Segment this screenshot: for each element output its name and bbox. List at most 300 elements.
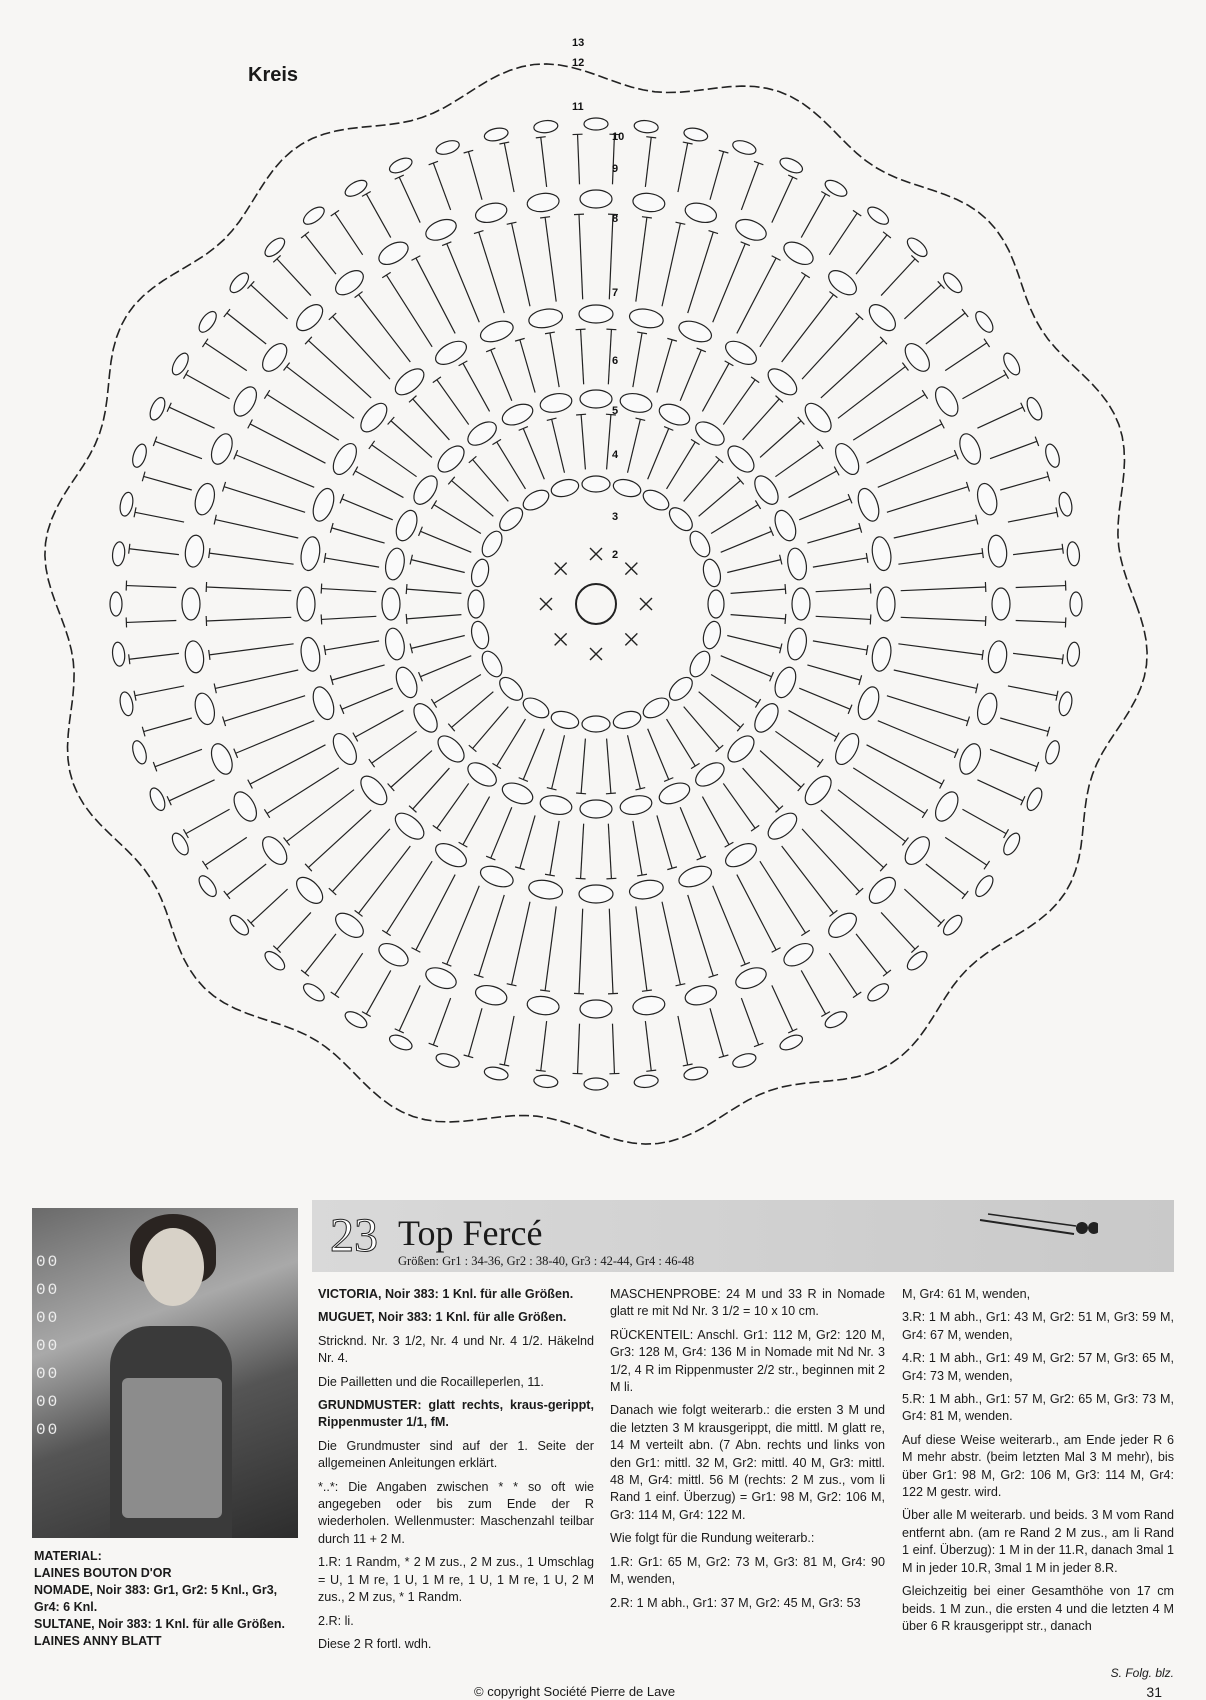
treble-stitch (267, 394, 339, 440)
treble-stitch (386, 275, 432, 347)
row-number-label: 2 (612, 549, 618, 561)
stitch-top (982, 548, 983, 558)
treble-stitch (926, 864, 965, 895)
treble-stitch (699, 692, 741, 728)
chain-loop (549, 709, 580, 732)
stitch-top (431, 500, 436, 509)
chain-loop (987, 640, 1009, 674)
chain-loop (692, 417, 729, 450)
chain-loop (619, 391, 654, 415)
chain-loop (800, 772, 836, 810)
treble-stitch (977, 407, 1022, 428)
treble-stitch (853, 394, 925, 440)
treble-stitch (678, 143, 688, 192)
stitch-top (540, 990, 550, 991)
instruction-paragraph: 2.R: li. (318, 1613, 594, 1630)
treble-stitch (636, 217, 647, 301)
treble-stitch (227, 864, 266, 895)
treble-stitch (710, 1008, 724, 1056)
treble-stitch (926, 313, 965, 344)
chain-loop (329, 440, 362, 478)
chain-loop (865, 300, 900, 335)
treble-stitch (129, 549, 179, 555)
cross-stitch (640, 598, 652, 610)
treble-stitch (550, 821, 559, 875)
stitch-top (902, 363, 908, 371)
model-face (142, 1228, 204, 1306)
chain-loop (877, 587, 895, 621)
chain-loop (383, 547, 407, 582)
chain-loop (1066, 541, 1080, 566)
treble-stitch (437, 380, 469, 425)
treble-stitch (829, 953, 857, 995)
stitch-top (870, 584, 871, 594)
stitch-top (492, 763, 501, 768)
stitch-top (642, 990, 652, 991)
treble-stitch (169, 407, 214, 428)
treble-stitch (434, 505, 481, 534)
treble-stitch (224, 487, 305, 513)
treble-stitch (688, 232, 714, 313)
chain-loop (823, 177, 850, 199)
treble-stitch (420, 531, 471, 552)
chain-loop (118, 491, 135, 517)
chain-loop (343, 1008, 370, 1030)
stitch-top (755, 699, 760, 708)
treble-stitch (1013, 653, 1063, 659)
treble-stitch (578, 134, 580, 184)
treble-stitch (581, 739, 585, 794)
treble-stitch (816, 589, 871, 592)
chain-loop (343, 177, 370, 199)
treble-stitch (775, 445, 820, 477)
stitch-top (545, 332, 555, 334)
stitch-top (355, 292, 363, 298)
chain-loop (433, 731, 468, 766)
cross-stitch (590, 648, 602, 660)
treble-stitch (723, 380, 755, 425)
treble-stitch (662, 902, 680, 985)
chain-loop (496, 504, 527, 535)
chain-loop (496, 673, 527, 704)
treble-stitch (737, 875, 776, 950)
stitch-top (646, 137, 656, 138)
chain-loop (356, 399, 392, 437)
stitch-top (382, 272, 390, 277)
chain-loop (628, 307, 665, 331)
treble-stitch (789, 471, 837, 498)
chain-loop (229, 383, 261, 420)
treble-stitch (1013, 549, 1063, 555)
chain-loop (683, 126, 709, 143)
chain-loop (527, 307, 564, 331)
chain-loop (297, 587, 315, 621)
treble-stitch (807, 528, 860, 543)
treble-stitch (433, 163, 450, 210)
treble-stitch (628, 735, 641, 788)
treble-stitch (144, 476, 192, 490)
chain-loop (258, 339, 292, 375)
chain-loop (464, 417, 501, 450)
treble-stitch (251, 285, 288, 319)
instruction-paragraph: Diese 2 R fortl. wdh. (318, 1636, 594, 1653)
row-number-label: 6 (612, 355, 618, 367)
stitch-top (772, 948, 781, 953)
stitch-top (725, 361, 734, 366)
treble-stitch (325, 558, 379, 567)
stitch-top (772, 256, 781, 261)
chain-loop (473, 982, 509, 1008)
model-top (122, 1378, 222, 1518)
treble-stitch (335, 953, 363, 995)
treble-stitch (366, 194, 390, 238)
treble-stitch (898, 644, 982, 655)
chain-loop (733, 215, 769, 244)
stitch-top (353, 467, 358, 476)
stitch-top (606, 329, 616, 330)
treble-stitch (760, 421, 801, 458)
stitch-top (459, 842, 468, 847)
chain-loop (356, 772, 392, 810)
stitch-top (433, 377, 441, 383)
chain-loop (956, 431, 985, 467)
treble-stitch (267, 768, 339, 814)
treble-stitch (366, 970, 390, 1014)
material-line: LAINES BOUTON D'OR (34, 1565, 285, 1582)
treble-stitch (645, 137, 651, 187)
chain-loop (665, 673, 696, 704)
treble-stitch (550, 333, 559, 387)
treble-stitch (731, 589, 786, 593)
model-photo (32, 1208, 298, 1538)
text-column-1 (318, 1286, 594, 1659)
treble-stitch (688, 895, 714, 976)
treble-stitch (250, 424, 325, 463)
row-number-label: 3 (612, 511, 618, 523)
chain-loop (656, 400, 692, 429)
treble-stitch (523, 428, 544, 479)
chain-loop (900, 339, 934, 375)
stitch-top (209, 650, 210, 660)
chain-loop (831, 440, 864, 478)
stitch-top (982, 650, 983, 660)
stitch-top (369, 759, 375, 767)
chain-loop (526, 995, 560, 1017)
chain-loop (771, 507, 800, 543)
treble-stitch (545, 217, 556, 301)
chain-loop (301, 204, 327, 228)
chain-loop (549, 477, 580, 500)
chain-loop (580, 1000, 612, 1018)
stitch-top (353, 733, 358, 742)
treble-stitch (359, 295, 411, 362)
chain-loop (831, 730, 864, 768)
cross-stitch (625, 563, 637, 575)
chain-loop (434, 1051, 461, 1070)
treble-stitch (609, 909, 613, 994)
chain-loop (387, 1032, 414, 1053)
stitch-top (883, 232, 891, 238)
chain-loop (392, 507, 421, 543)
treble-stitch (743, 399, 780, 440)
chain-loop (792, 588, 810, 620)
treble-stitch (372, 731, 417, 763)
chain-loop (665, 504, 696, 535)
instruction-paragraph: 4.R: 1 M abh., Gr1: 49 M, Gr2: 57 M, Gr3: 65 M, Gr4: 73 M, wenden, (902, 1350, 1174, 1385)
chain-loop (382, 588, 400, 620)
chain-loop (473, 200, 509, 226)
treble-stitch (977, 780, 1022, 801)
treble-stitch (386, 861, 432, 933)
stitch-top (331, 992, 339, 998)
chain-loop (258, 832, 292, 868)
stitch-top (301, 970, 309, 976)
treble-stitch (741, 998, 758, 1045)
chain-loop (683, 1065, 709, 1082)
chain-loop (227, 270, 252, 296)
page-number: 31 (1146, 1684, 1162, 1700)
treble-stitch (727, 636, 780, 649)
chain-loop (764, 364, 802, 400)
treble-stitch (737, 258, 776, 333)
treble-stitch (789, 710, 837, 737)
treble-stitch (904, 285, 941, 319)
treble-stitch (962, 809, 1006, 833)
stitch-top (1062, 654, 1063, 664)
treble-stitch (215, 670, 298, 688)
instruction-paragraph: Gleichzeitig bei einer Gesamthöhe von 17 cm beids. 1 M zun., die ersten 4 und die letzten 4 M über 6 R krausgerippt str., danach (902, 1583, 1174, 1635)
chain-loop (824, 266, 860, 300)
treble-stitch (760, 751, 801, 788)
treble-stitch (468, 152, 482, 200)
instruction-paragraph: Auf diese Weise weiterarb., am Ende jeder R 6 M mehr abstr. (beim letzten Mal 3 M mehr), bis über Gr1: 98 M, Gr2: 106 M, Gr3: 114 M, Gr4: 122 M gestr. wird. (902, 1432, 1174, 1502)
chain-loop (111, 642, 125, 667)
treble-stitch (407, 615, 462, 619)
treble-stitch (420, 656, 471, 677)
chain-loop (520, 486, 552, 514)
stitch-top (167, 403, 171, 412)
chain-loop (483, 1065, 509, 1082)
stitch-top (606, 793, 616, 794)
treble-stitch (416, 875, 455, 950)
stitch-top (691, 763, 700, 768)
treble-stitch (332, 665, 385, 680)
knitting-needles-icon (978, 1208, 1098, 1244)
treble-stitch (372, 445, 417, 477)
pattern-number: 23 (330, 1208, 378, 1263)
treble-stitch (552, 735, 565, 788)
treble-stitch (581, 329, 584, 384)
stitch-top (362, 1012, 371, 1017)
chain-loop (182, 588, 200, 620)
instruction-paragraph: MUGUET, Noir 383: 1 Knl. für alle Größen. (318, 1309, 594, 1326)
chain-loop (478, 317, 516, 346)
chain-loop (634, 1074, 659, 1088)
treble-stitch (721, 531, 772, 552)
stitch-top (129, 544, 130, 554)
stitch-top (755, 500, 760, 509)
chain-loop (527, 878, 564, 902)
stitch-top (785, 584, 786, 594)
chain-loop (169, 831, 191, 858)
chain-loop (434, 138, 461, 157)
treble-stitch (760, 275, 806, 347)
chain-loop (611, 709, 642, 732)
treble-stitch (541, 1021, 547, 1071)
chain-loop (584, 1078, 608, 1090)
stitch-top (248, 780, 253, 789)
stitch-top (433, 825, 441, 831)
treble-stitch (702, 363, 729, 411)
stitch-top (576, 793, 586, 794)
chain-loop (183, 534, 205, 568)
treble-stitch (205, 837, 247, 865)
chain-loop (865, 873, 900, 908)
stitch-top (940, 419, 945, 428)
chain-loop (683, 982, 719, 1008)
instruction-paragraph: GRUNDMUSTER: glatt rechts, kraus-gerippt, Rippenmuster 1/1, fM. (318, 1397, 594, 1432)
treble-stitch (391, 421, 432, 458)
instruction-paragraph: 1.R: 1 Randm, * 2 M zus., 2 M zus., 1 Umschlag = U, 1 M re, 1 U, 1 M re, 1 U, 1 M re, 1 U, 2 M zus., 2 M zus, * 1 Randm. (318, 1554, 594, 1606)
treble-stitch (335, 213, 363, 255)
treble-stitch (801, 970, 825, 1014)
chain-loop (723, 731, 758, 766)
chain-loop (632, 191, 666, 213)
chain-loop (780, 939, 817, 971)
chain-loop (632, 995, 666, 1017)
stitch-top (284, 837, 290, 845)
treble-stitch (684, 707, 720, 749)
treble-stitch (520, 340, 535, 393)
row-number-label: 11 (572, 101, 584, 113)
chain-loop (207, 741, 236, 777)
chain-loop (147, 395, 168, 422)
treble-stitch (945, 837, 987, 865)
chain-loop (686, 648, 714, 680)
treble-stitch (473, 460, 509, 502)
row-number-label: 13 (572, 37, 584, 49)
chain-loop (750, 472, 783, 509)
stitch-top (202, 861, 208, 869)
chain-loop (580, 800, 612, 818)
chain-loop (469, 557, 492, 588)
stitch-top (224, 891, 230, 899)
chain-loop (619, 793, 654, 817)
pattern-title: Top Fercé (398, 1212, 542, 1254)
treble-stitch (801, 194, 825, 238)
chain-loop (676, 862, 714, 891)
chain-loop (579, 885, 613, 903)
treble-stitch (1008, 512, 1057, 522)
chain-loop (375, 939, 412, 971)
chain-loop (992, 588, 1010, 620)
chain-loop (1000, 351, 1022, 378)
text-column-3 (902, 1286, 1174, 1641)
treble-stitch (437, 783, 469, 828)
treble-stitch (434, 675, 481, 704)
stitch-top (431, 699, 436, 708)
stitch-top (576, 414, 586, 415)
chain-loop (692, 758, 729, 791)
treble-stitch (881, 912, 915, 949)
stitch-top (382, 930, 390, 935)
chain-loop (392, 664, 421, 700)
chain-loop (750, 700, 783, 737)
treble-stitch (433, 998, 450, 1045)
chain-loop (1000, 831, 1022, 858)
stitch-top (202, 339, 208, 347)
treble-stitch (332, 528, 385, 543)
chain-loop (940, 270, 965, 296)
chain-loop (262, 948, 288, 973)
center-ring (576, 584, 616, 624)
treble-stitch (447, 244, 480, 323)
chain-loop (785, 547, 809, 582)
treble-stitch (990, 441, 1037, 458)
treble-stitch (205, 343, 247, 371)
chain-loop (904, 948, 930, 973)
stitch-top (411, 948, 420, 953)
stitch-top (646, 1070, 656, 1071)
treble-stitch (545, 906, 556, 990)
stitch-top (829, 292, 837, 298)
treble-stitch (359, 846, 411, 913)
treble-stitch (878, 455, 957, 488)
treble-stitch (775, 731, 820, 763)
chain-loop (331, 266, 367, 300)
treble-stitch (491, 350, 512, 401)
chain-loop (331, 908, 367, 942)
treble-stitch (711, 675, 758, 704)
treble-stitch (713, 886, 746, 965)
treble-stitch (209, 553, 293, 564)
stitch-top (492, 439, 501, 444)
chain-loop (582, 716, 610, 732)
treble-stitch (479, 232, 505, 313)
row-number-label: 8 (612, 213, 618, 225)
treble-stitch (355, 710, 403, 737)
treble-stitch (887, 487, 968, 513)
chain-loop (656, 779, 692, 808)
treble-stitch (678, 1016, 688, 1065)
row-number-label: 5 (612, 405, 618, 417)
treble-stitch (305, 235, 336, 274)
cross-stitch (625, 633, 637, 645)
chain-loop (640, 694, 672, 722)
treble-stitch (126, 620, 176, 622)
stitch-top (817, 441, 823, 449)
treble-stitch (491, 807, 512, 858)
treble-stitch (215, 520, 298, 538)
chain-loop (301, 980, 327, 1004)
chain-loop (800, 399, 836, 437)
treble-stitch (607, 415, 611, 470)
page-title: Kreis (248, 64, 298, 87)
stitch-top (801, 272, 809, 277)
treble-stitch (684, 460, 720, 502)
chain-loop (722, 839, 760, 872)
treble-stitch (452, 692, 494, 728)
chain-loop (110, 592, 122, 616)
chain-loop (111, 541, 125, 566)
stitch-top (922, 809, 927, 817)
treble-stitch (126, 586, 176, 588)
treble-stitch (667, 719, 696, 766)
instruction-paragraph: M, Gr4: 61 M, wenden, (902, 1286, 1174, 1303)
chain-loop (582, 476, 610, 492)
treble-stitch (581, 824, 584, 879)
chain-loop (854, 486, 883, 524)
